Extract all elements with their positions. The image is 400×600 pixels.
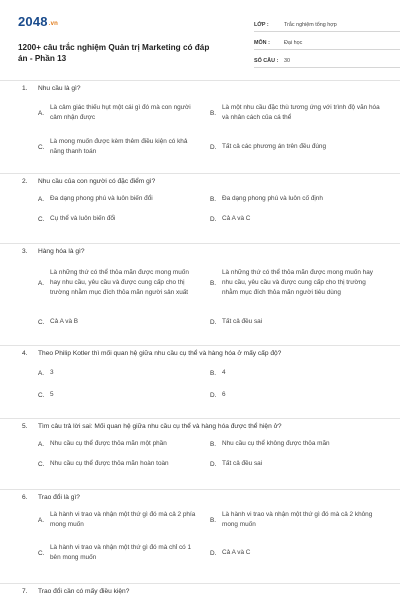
option-letter: C. [38, 143, 45, 151]
option-letter: C. [38, 460, 45, 468]
meta-row-subject [254, 32, 400, 50]
question-item [0, 243, 400, 345]
question-number: 6. [22, 494, 28, 501]
logo-main: 2048 [18, 14, 48, 29]
option-d[interactable] [210, 317, 385, 327]
option-text: Cụ thể và luôn biến đổi [50, 215, 116, 222]
question-text [20, 177, 155, 186]
meta-value: Trắc nghiệm tổng hợp [284, 22, 337, 28]
question-text [20, 422, 282, 431]
option-text: Tất cả đều sai [222, 318, 263, 325]
question-text [20, 84, 81, 93]
question-number: 2. [22, 178, 28, 185]
option-text: Cả A và C [222, 549, 251, 556]
option-a[interactable] [38, 439, 206, 449]
option-letter: D. [210, 391, 217, 399]
question-prompt: Hàng hóa là gì? [38, 248, 85, 255]
option-letter: A. [38, 109, 45, 117]
question-prompt: Nhu cầu của con người có đặc điểm gì? [38, 178, 156, 185]
option-text: Là những thứ có thể thỏa mãn được mong muốn hay nhu cầu, yêu cầu và được cung cấp cho thị trường nhằm mục đích thỏa mãn người tiêu dùng [222, 269, 373, 296]
option-letter: A. [38, 369, 45, 377]
option-letter: B. [210, 440, 217, 448]
option-a[interactable] [38, 103, 206, 123]
meta-label: LỚP : [254, 22, 269, 28]
option-text: Là một nhu cầu đặc thù tương ứng với trình độ văn hóa và nhân cách của cá thể [222, 104, 380, 121]
option-b[interactable] [210, 439, 385, 449]
option-c[interactable] [38, 459, 206, 469]
meta-row-count [254, 50, 400, 68]
question-prompt: Theo Philip Kotler thì mối quan hệ giữa nhu cầu cụ thể và hàng hóa ở mấy cấp độ? [38, 350, 282, 357]
question-prompt: Tìm câu trả lời sai: Mối quan hệ giữa nhu cầu cụ thể và hàng hóa được thể hiện ở? [38, 423, 282, 430]
option-text: Tất cả các phương án trên đều đúng [222, 143, 327, 150]
option-c[interactable] [38, 317, 206, 327]
option-letter: C. [38, 391, 45, 399]
option-letter: D. [210, 215, 217, 223]
option-d[interactable] [210, 214, 385, 224]
logo-sub: .vn [48, 21, 59, 27]
question-item [0, 80, 400, 173]
option-text: Đa dạng phong phú và luôn cố định [222, 195, 323, 202]
question-prompt: Nhu cầu là gì? [38, 85, 81, 92]
option-a[interactable] [38, 510, 206, 530]
question-number: 7. [22, 588, 28, 595]
option-text: Nhu cầu cụ thể được thỏa mãn hoàn toàn [50, 460, 169, 467]
meta-info [254, 14, 400, 68]
option-letter: B. [210, 369, 217, 377]
option-b[interactable] [210, 194, 385, 204]
option-c[interactable] [38, 390, 206, 400]
meta-value: 30 [284, 58, 290, 64]
option-text: Là những thứ có thể thỏa mãn được mong muốn hay nhu cầu, yêu cầu và được cung cấp cho thị trường nhằm mục đích thỏa mãn người sản xuất [50, 269, 189, 296]
option-text: Tất cả đều sai [222, 460, 263, 467]
option-letter: B. [210, 109, 217, 117]
option-letter: C. [38, 215, 45, 223]
question-text [20, 493, 80, 502]
question-item [0, 583, 400, 600]
option-letter: A. [38, 279, 45, 287]
document-title: 1200+ câu trắc nghiệm Quản trị Marketing có đáp án - Phần 13 [18, 43, 210, 63]
meta-label: SỐ CÂU : [254, 58, 279, 64]
option-text: 5 [50, 391, 54, 398]
option-text: 6 [222, 391, 226, 398]
question-number: 5. [22, 423, 28, 430]
option-letter: A. [38, 195, 45, 203]
question-item [0, 173, 400, 243]
option-text: Là hành vi trao và nhận một thứ gì đó mà cả 2 phía mong muốn [50, 511, 196, 528]
option-c[interactable] [38, 137, 206, 157]
option-letter: D. [210, 549, 217, 557]
option-text: Nhu cầu cụ thể không được thỏa mãn [222, 440, 330, 447]
option-text: 4 [222, 369, 226, 376]
question-item [0, 345, 400, 418]
option-c[interactable] [38, 543, 206, 563]
option-a[interactable] [38, 263, 206, 303]
question-text [20, 587, 129, 596]
option-text: Cả A và B [50, 318, 79, 325]
option-letter: D. [210, 318, 217, 326]
option-text: Là hành vi trao và nhận một thứ gì đó mà chỉ có 1 bên mong muốn [50, 544, 192, 561]
option-text: Là cảm giác thiếu hụt một cái gì đó mà con người cảm nhận được [50, 104, 191, 121]
option-b[interactable] [210, 510, 385, 530]
option-letter: B. [210, 279, 217, 287]
option-text: Đa dạng phong phú và luôn biến đổi [50, 195, 153, 202]
option-letter: C. [38, 549, 45, 557]
option-c[interactable] [38, 214, 206, 224]
option-b[interactable] [210, 368, 385, 378]
question-text [20, 247, 85, 256]
question-prompt: Trao đổi cần có mấy điều kiện? [38, 588, 130, 595]
question-number: 3. [22, 248, 28, 255]
option-letter: D. [210, 143, 217, 151]
option-letter: B. [210, 195, 217, 203]
option-a[interactable] [38, 368, 206, 378]
question-item [0, 418, 400, 489]
option-letter: A. [38, 516, 45, 524]
option-d[interactable] [210, 548, 385, 558]
option-b[interactable] [210, 103, 385, 123]
question-item [0, 489, 400, 583]
meta-value: Đại học [284, 40, 303, 46]
question-list [0, 80, 400, 600]
option-letter: D. [210, 460, 217, 468]
question-number: 4. [22, 350, 28, 357]
option-text: 3 [50, 369, 54, 376]
meta-label: MÔN : [254, 40, 270, 46]
option-letter: C. [38, 318, 45, 326]
option-b[interactable] [210, 263, 385, 303]
option-text: Là hành vi trao và nhận một thứ gì đó mà cả 2 không mong muốn [222, 511, 373, 528]
question-prompt: Trao đổi là gì? [38, 494, 80, 501]
site-logo[interactable] [18, 14, 58, 29]
option-letter: B. [210, 516, 217, 524]
question-number: 1. [22, 85, 28, 92]
option-d[interactable] [210, 459, 385, 469]
option-d[interactable] [210, 142, 385, 152]
document-header [18, 14, 384, 76]
option-letter: A. [38, 440, 45, 448]
question-text [20, 349, 281, 358]
meta-row-class [254, 14, 400, 32]
option-a[interactable] [38, 194, 206, 204]
option-text: Cả A và C [222, 215, 251, 222]
option-d[interactable] [210, 390, 385, 400]
option-text: Nhu cầu cụ thể được thỏa mãn một phần [50, 440, 167, 447]
option-text: Là mong muốn được kèm thêm điều kiện có khả năng thanh toán [50, 138, 188, 155]
